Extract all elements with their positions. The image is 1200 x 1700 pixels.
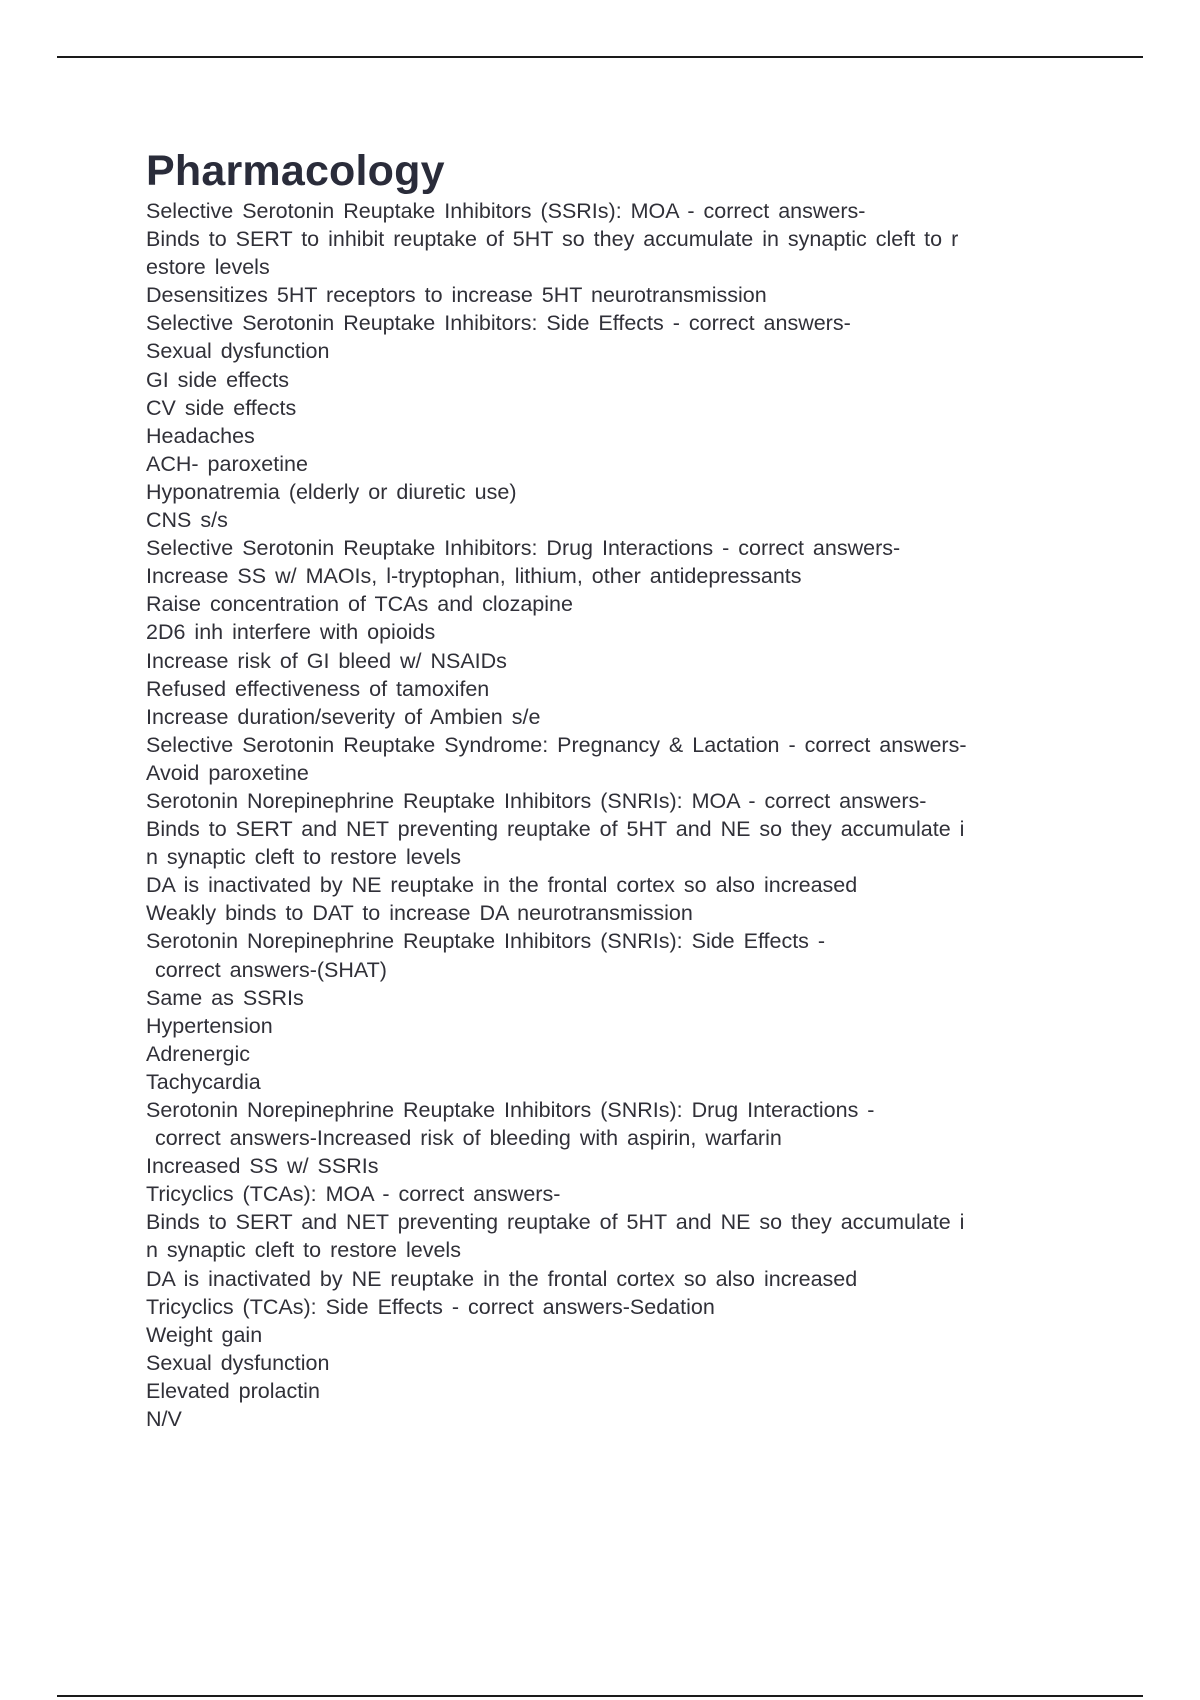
text-line: estore levels (146, 255, 270, 280)
text-line: ACH- paroxetine (146, 451, 308, 476)
text-line: DA is inactivated by NE reuptake in the frontal cortex so also increased (146, 873, 858, 898)
text-line: Hyponatremia (elderly or diuretic use) (146, 479, 517, 504)
text-line: Raise concentration of TCAs and clozapine (146, 592, 573, 617)
text-line: Avoid paroxetine (146, 760, 309, 785)
text-line: Weight gain (146, 1322, 263, 1347)
text-line: Selective Serotonin Reuptake Inhibitors: Side Effects - correct answers- (146, 311, 851, 336)
text-line: Tricyclics (TCAs): Side Effects - correct answers-Sedation (146, 1294, 715, 1319)
text-line: n synaptic cleft to restore levels (146, 1238, 461, 1263)
text-line: Increase risk of GI bleed w/ NSAIDs (146, 648, 507, 673)
text-line: Tricyclics (TCAs): MOA - correct answers- (146, 1182, 561, 1207)
text-line: Sexual dysfunction (146, 339, 330, 364)
text-line: Selective Serotonin Reuptake Inhibitors: Drug Interactions - correct answers- (146, 536, 901, 561)
text-line: N/V (146, 1407, 182, 1432)
text-line: correct answers-(SHAT) (146, 957, 387, 982)
text-line: Increase SS w/ MAOIs, l-tryptophan, lithium, other antidepressants (146, 564, 802, 589)
text-line: Elevated prolactin (146, 1378, 320, 1403)
text-line: correct answers-Increased risk of bleeding with aspirin, warfarin (146, 1126, 782, 1151)
document-title: Pharmacology (146, 147, 445, 195)
footer-divider (57, 1695, 1143, 1697)
text-line: Same as SSRIs (146, 985, 304, 1010)
text-line: Refused effectiveness of tamoxifen (146, 676, 490, 701)
header-divider (57, 56, 1143, 58)
text-line: Binds to SERT and NET preventing reuptake of 5HT and NE so they accumulate i (146, 817, 965, 842)
text-line: DA is inactivated by NE reuptake in the frontal cortex so also increased (146, 1266, 858, 1291)
text-line: Sexual dysfunction (146, 1350, 330, 1375)
text-line: Tachycardia (146, 1069, 261, 1094)
text-line: Desensitizes 5HT receptors to increase 5HT neurotransmission (146, 283, 767, 308)
text-line: Adrenergic (146, 1041, 250, 1066)
text-line: Weakly binds to DAT to increase DA neurotransmission (146, 901, 693, 926)
text-line: GI side effects (146, 367, 290, 392)
text-line: Binds to SERT and NET preventing reuptake of 5HT and NE so they accumulate i (146, 1210, 965, 1235)
text-line: Hypertension (146, 1013, 273, 1038)
text-line: Headaches (146, 423, 255, 448)
document-body (146, 145, 1086, 1433)
text-line: CNS s/s (146, 508, 228, 533)
text-line: Increase duration/severity of Ambien s/e (146, 704, 541, 729)
text-line: Selective Serotonin Reuptake Inhibitors (SSRIs): MOA - correct answers- (146, 199, 866, 223)
text-line: Selective Serotonin Reuptake Syndrome: Pregnancy & Lactation - correct answers- (146, 732, 967, 757)
text-line: Serotonin Norepinephrine Reuptake Inhibitors (SNRIs): MOA - correct answers- (146, 788, 927, 813)
text-line: Increased SS w/ SSRIs (146, 1154, 379, 1179)
text-line: Serotonin Norepinephrine Reuptake Inhibitors (SNRIs): Side Effects - (146, 929, 826, 954)
text-line: Serotonin Norepinephrine Reuptake Inhibitors (SNRIs): Drug Interactions - (146, 1098, 875, 1122)
text-line: Binds to SERT to inhibit reuptake of 5HT so they accumulate in synaptic cleft to r (146, 227, 959, 252)
document-text-lines (146, 197, 1086, 1433)
text-line: n synaptic cleft to restore levels (146, 845, 461, 870)
text-line: CV side effects (146, 395, 297, 420)
text-line: 2D6 inh interfere with opioids (146, 620, 436, 645)
